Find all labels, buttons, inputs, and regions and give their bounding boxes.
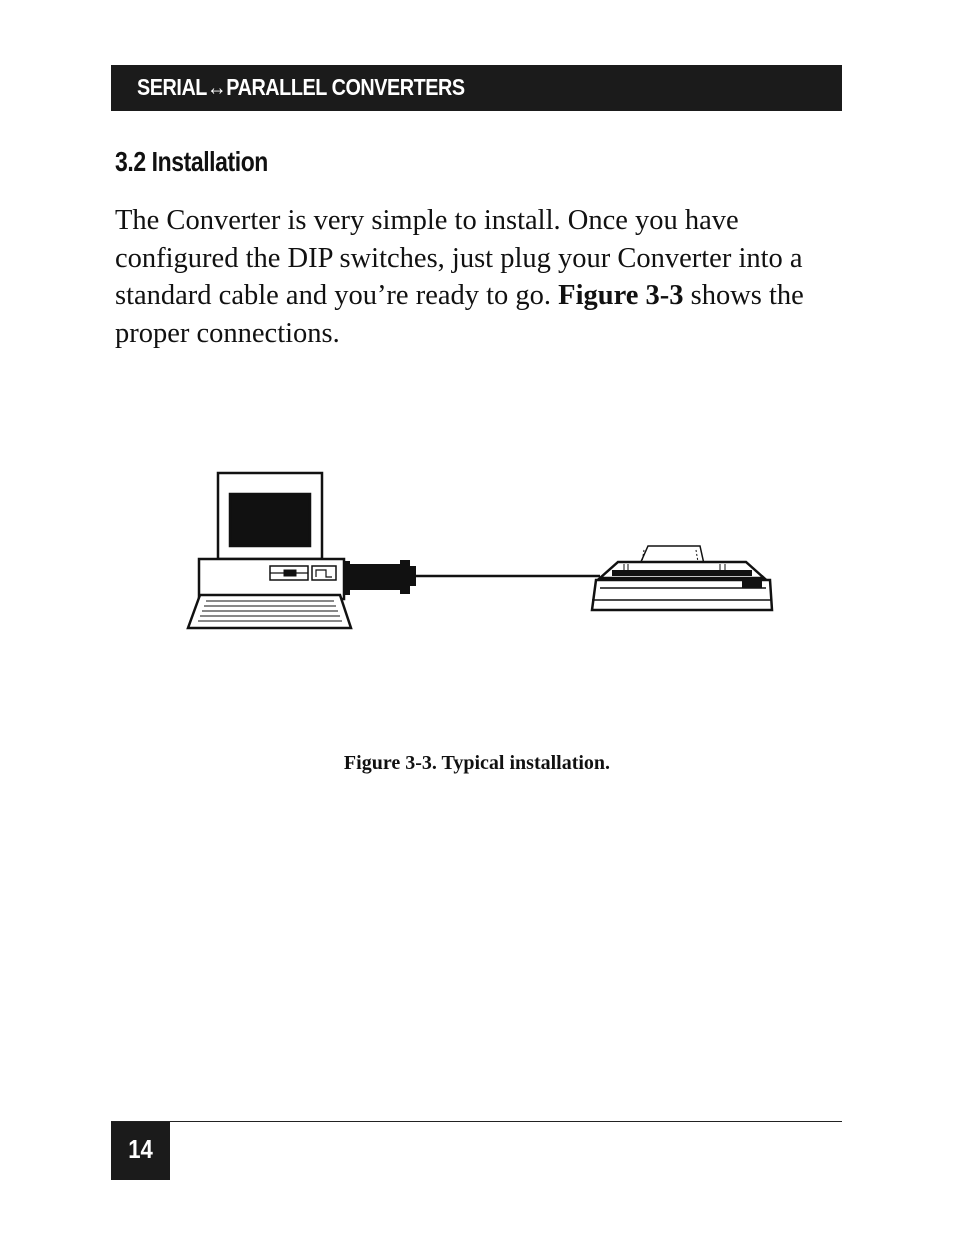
running-header-bar <box>111 65 842 111</box>
figure-reference: Figure 3-3 <box>558 280 684 311</box>
converter-icon <box>344 560 416 595</box>
footer-rule <box>111 1121 842 1122</box>
running-header-title: SERIAL↔PARALLEL CONVERTERS <box>137 74 465 100</box>
computer-icon <box>188 473 351 628</box>
section-heading: 3.2 Installation <box>115 146 268 177</box>
printer-icon <box>592 546 772 610</box>
page-number-box <box>111 1122 170 1180</box>
body-paragraph <box>115 202 835 352</box>
installation-diagram <box>180 460 780 640</box>
body-text-start: The Converter is very simple to install. Once you have configured the DIP switches, just plug your Converter into a standard cable and you’re ready to go. <box>115 205 803 311</box>
figure-caption: Figure 3-3. Typical installation. <box>343 752 611 774</box>
body-text-end: shows the proper connections. <box>115 280 804 349</box>
page-number: 14 <box>128 1134 153 1164</box>
installation-figure <box>180 460 780 640</box>
